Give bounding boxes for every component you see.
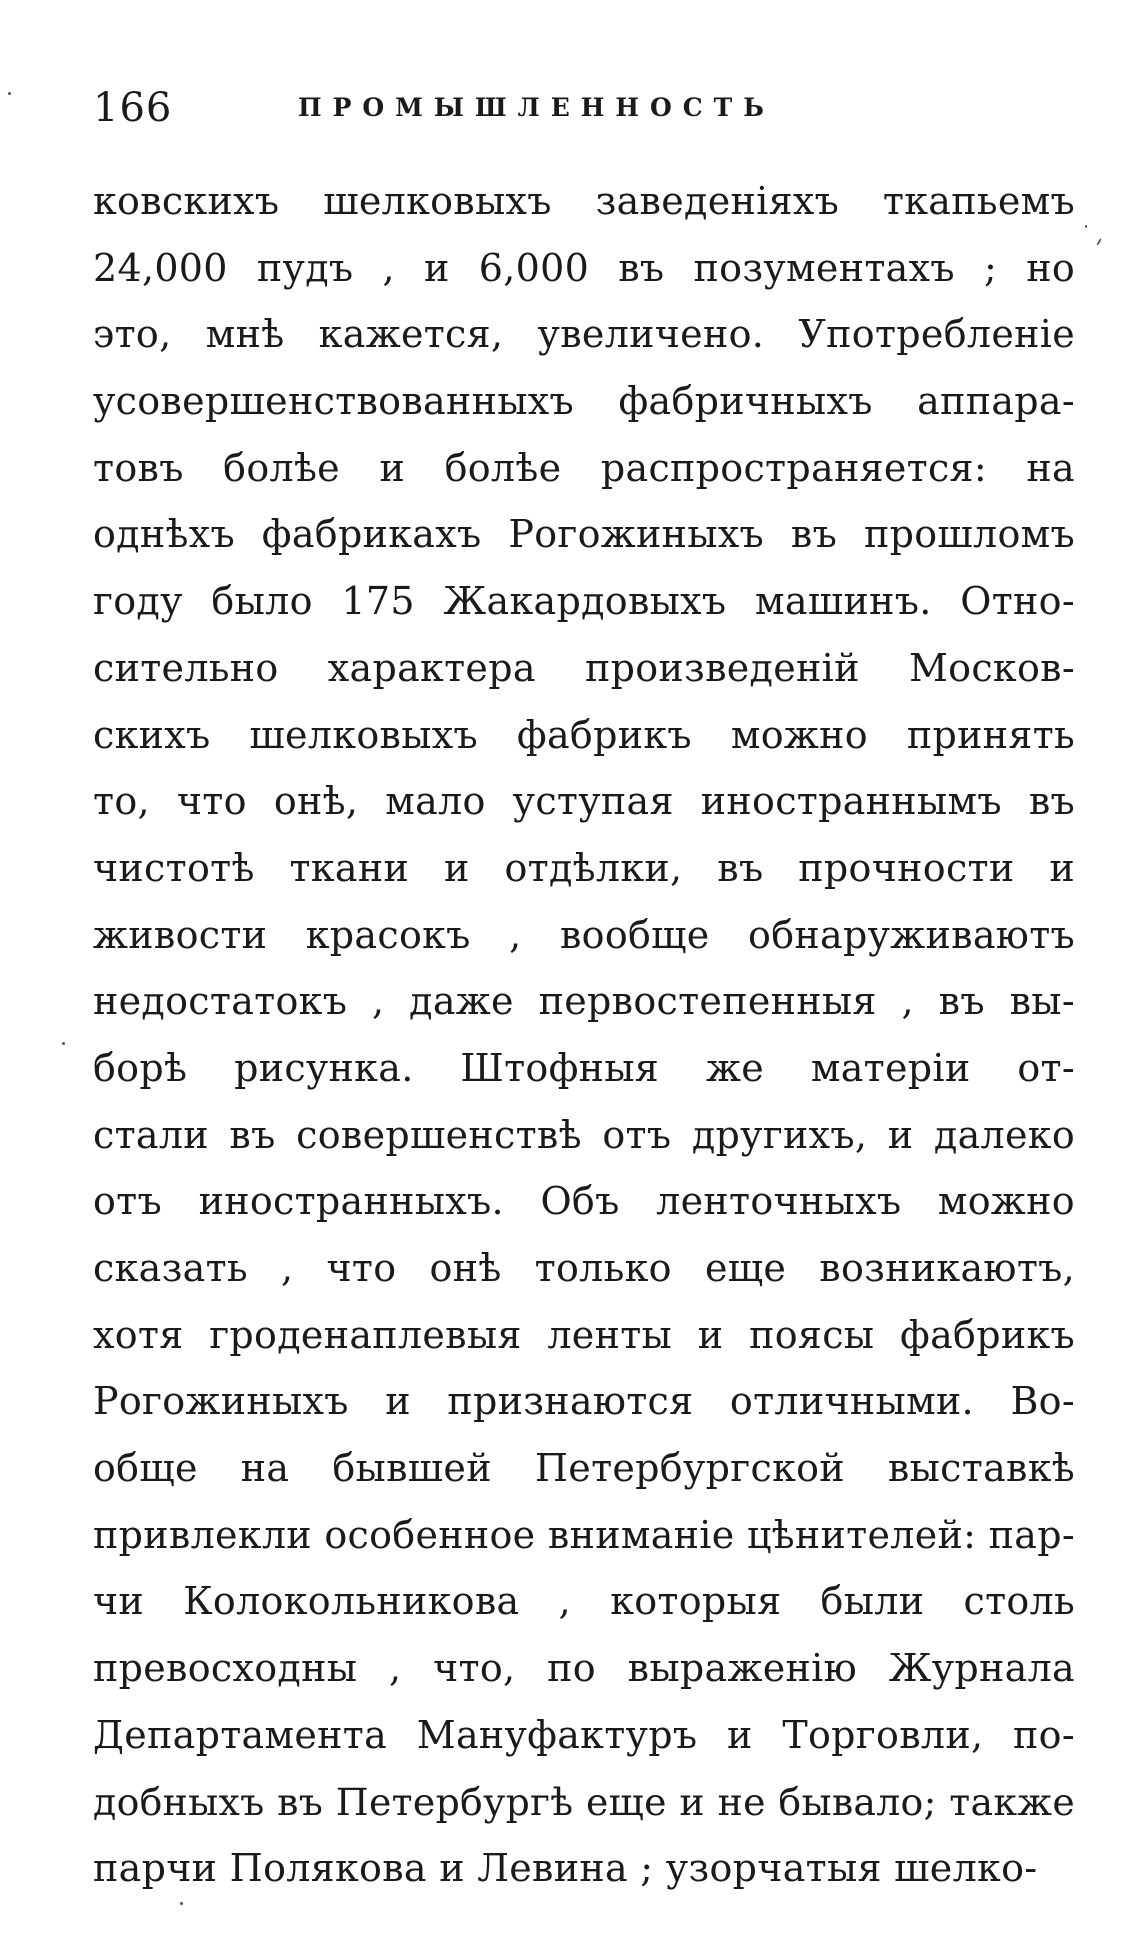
scan-speck [1096, 238, 1102, 246]
text-line: борѣ рисунка. Штофныя же матеріи от- [93, 1045, 1075, 1090]
scan-speck [62, 1042, 65, 1045]
text-line: недостатокъ , даже первостепенныя , въ вы- [93, 979, 1075, 1024]
body-text [93, 168, 1075, 1902]
text-line: усовершенствованныхъ фабричныхъ аппара- [93, 379, 1075, 424]
text-line: отъ иностранныхъ. Объ ленточныхъ можно [93, 1179, 1075, 1224]
scan-speck [1085, 225, 1087, 228]
text-line: однѣхъ фабрикахъ Рогожиныхъ въ прошломъ [93, 512, 1075, 557]
text-line: скихъ шелковыхъ фабрикъ можно принять [93, 712, 1075, 757]
text-line: сказать , что онѣ только еще возникаютъ, [93, 1246, 1075, 1290]
text-line: обще на бывшей Петербургской выставкѣ [93, 1446, 1075, 1491]
text-line: ковскихъ шелковыхъ заведеніяхъ ткапьемъ [93, 179, 1075, 223]
text-line: товъ болѣе и болѣе распространяется: на [93, 445, 1075, 490]
scan-speck [8, 92, 11, 95]
running-head [93, 78, 1073, 138]
text-line: живости красокъ , вообще обнаруживаютъ [93, 912, 1075, 957]
scan-speck [180, 1902, 183, 1905]
text-line: хотя гроденаплевыя ленты и поясы фабрикъ [93, 1312, 1075, 1357]
text-line: стали въ совершенствѣ отъ другихъ, и далеко [93, 1112, 1075, 1157]
text-line: привлекли особенное вниманіе цѣнителей: пар- [93, 1512, 1075, 1557]
text-line: году было 175 Жакардовыхъ машинъ. Отно- [93, 579, 1075, 624]
text-line: добныхъ въ Петербургѣ еще и не бывало; также [93, 1779, 1075, 1824]
text-line: 24,000 пудъ , и 6,000 въ позументахъ ; но [93, 245, 1075, 290]
text-line: чистотѣ ткани и отдѣлки, въ прочности и [93, 845, 1075, 890]
text-line: сительно характера произведеній Москов- [93, 645, 1075, 690]
page-number: 166 [93, 85, 173, 131]
text-line: парчи Полякова и Левина ; узорчатыя шелко- [93, 1846, 1038, 1891]
text-line: то, что онѣ, мало уступая иностраннымъ въ [93, 779, 1075, 824]
text-line: чи Колокольникова , которыя были столь [93, 1579, 1075, 1624]
text-line: превосходны , что, по выраженію Журнала [93, 1646, 1075, 1691]
running-title: ПРОМЫШЛЕННОСТЬ [298, 93, 775, 122]
text-line: Рогожиныхъ и признаются отличными. Во- [93, 1379, 1075, 1424]
text-line: это, мнѣ кажется, увеличено. Употребленіе [93, 312, 1075, 357]
text-line: Департамента Мануфактуръ и Торговли, по- [93, 1712, 1075, 1757]
